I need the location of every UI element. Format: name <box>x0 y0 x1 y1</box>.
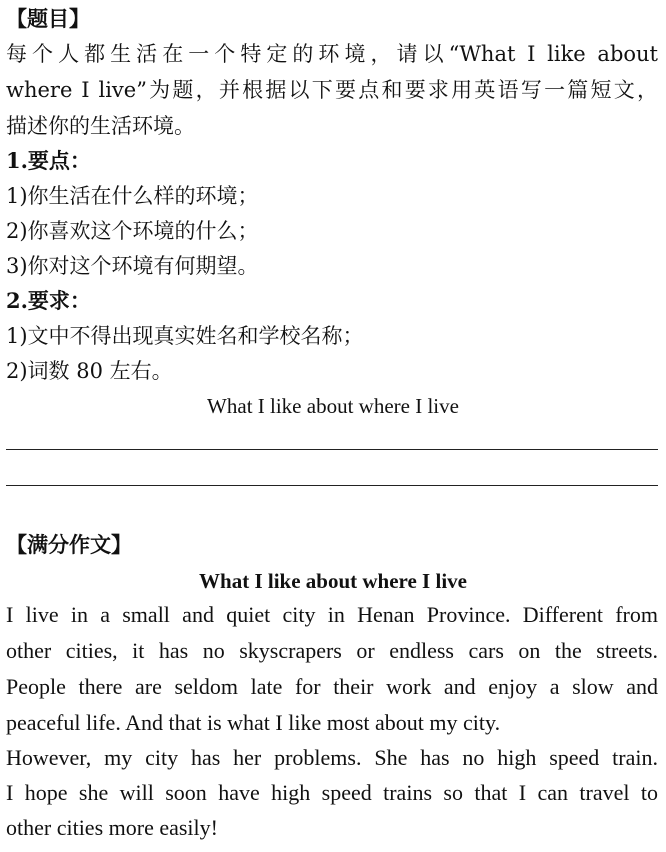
essay-line-5: However, my city has her problems. She has no high speed train. <box>6 745 658 770</box>
essay-line-7: other cities more easily! <box>6 815 218 840</box>
essay-line-6: I hope she will soon have high speed trains so that I can travel to <box>6 780 658 805</box>
answer-line-1 <box>6 449 658 450</box>
requirements-heading: 2.要求： <box>6 288 91 313</box>
question-header: 【题目】 <box>6 6 90 31</box>
requirement-1: 1)文中不得出现真实姓名和学校名称； <box>6 324 364 348</box>
essay-line-1: I live in a small and quiet city in Henan Province. Different from <box>6 602 658 627</box>
essay-line-3: People there are seldom late for their work and enjoy a slow and <box>6 674 658 699</box>
intro-line-2: where I live”为题，并根据以下要点和要求用英语写一篇短文， <box>6 78 658 102</box>
requirement-2: 2)词数 80 左右。 <box>6 359 173 383</box>
point-2: 2)你喜欢这个环境的什么； <box>6 219 259 243</box>
point-1: 1)你生活在什么样的环境； <box>6 184 259 208</box>
model-header: 【满分作文】 <box>6 532 132 557</box>
essay-line-4: peaceful life. And that is what I like most about my city. <box>6 710 501 735</box>
intro-line-1: 每个人都生活在一个特定的环境，请以“What I like about <box>6 42 658 66</box>
essay-title-prompt: What I like about where I live <box>207 394 459 418</box>
essay-line-2: other cities, it has no skyscrapers or endless cars on the streets. <box>6 638 658 663</box>
answer-line-2 <box>6 485 658 486</box>
model-title: What I like about where I live <box>199 569 467 593</box>
point-3: 3)你对这个环境有何期望。 <box>6 254 259 278</box>
intro-line-3: 描述你的生活环境。 <box>6 114 195 138</box>
points-heading: 1.要点： <box>6 148 91 173</box>
